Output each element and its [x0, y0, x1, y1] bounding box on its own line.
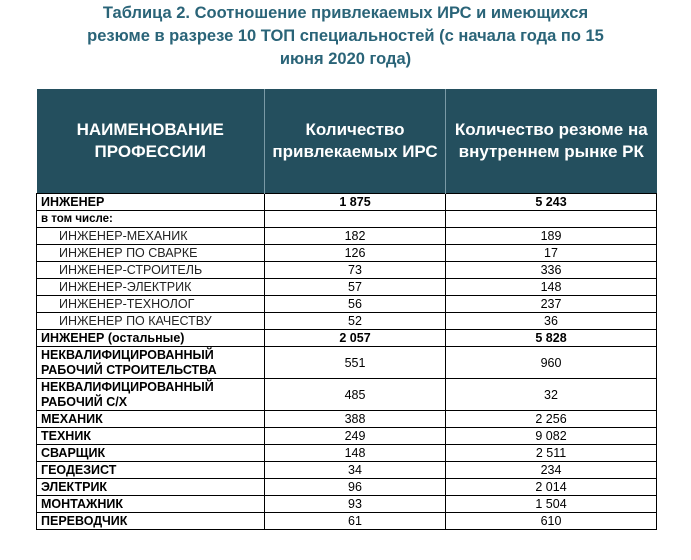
- irs-value: 126: [265, 245, 446, 262]
- table-row: [37, 347, 657, 379]
- table-row: [37, 194, 657, 211]
- irs-value: 73: [265, 262, 446, 279]
- irs-value: 182: [265, 228, 446, 245]
- profession-name: ИНЖЕНЕР: [37, 194, 265, 211]
- header-irs-count: Количество привлекаемых ИРС: [265, 89, 446, 194]
- table-row: [37, 428, 657, 445]
- resume-value: [446, 211, 657, 228]
- header-profession: НАИМЕНОВАНИЕ ПРОФЕССИИ: [37, 89, 265, 194]
- profession-name: ИНЖЕНЕР-МЕХАНИК: [37, 228, 265, 245]
- profession-name: ИНЖЕНЕР ПО СВАРКЕ: [37, 245, 265, 262]
- table-caption: [0, 0, 691, 71]
- profession-name: МОНТАЖНИК: [37, 496, 265, 513]
- table-row: [37, 496, 657, 513]
- header-row: [37, 89, 657, 194]
- irs-value: 148: [265, 445, 446, 462]
- irs-value: 57: [265, 279, 446, 296]
- table-row: [37, 445, 657, 462]
- irs-value: 551: [265, 347, 446, 379]
- resume-value: 960: [446, 347, 657, 379]
- table-row: [37, 279, 657, 296]
- irs-value: 56: [265, 296, 446, 313]
- profession-name: НЕКВАЛИФИЦИРОВАННЫЙ РАБОЧИЙ СТРОИТЕЛЬСТВА: [37, 347, 265, 379]
- irs-value: [265, 211, 446, 228]
- resume-value: 32: [446, 379, 657, 411]
- profession-name: ПЕРЕВОДЧИК: [37, 513, 265, 530]
- profession-name: ГЕОДЕЗИСТ: [37, 462, 265, 479]
- resume-value: 237: [446, 296, 657, 313]
- profession-name: ИНЖЕНЕР-ТЕХНОЛОГ: [37, 296, 265, 313]
- table-row: [37, 211, 657, 228]
- resume-value: 1 504: [446, 496, 657, 513]
- table-row: [37, 330, 657, 347]
- caption-line-2: резюме в разрезе 10 ТОП специальностей (с начала года по 15: [87, 27, 604, 45]
- table-row: [37, 411, 657, 428]
- irs-value: 1 875: [265, 194, 446, 211]
- table-row: [37, 228, 657, 245]
- profession-name: ЭЛЕКТРИК: [37, 479, 265, 496]
- resume-value: 2 014: [446, 479, 657, 496]
- resume-value: 610: [446, 513, 657, 530]
- profession-name: МЕХАНИК: [37, 411, 265, 428]
- caption-line-3: июня 2020 года): [279, 50, 412, 68]
- table-row: [37, 296, 657, 313]
- table-row: [37, 379, 657, 411]
- profession-name: ИНЖЕНЕР (остальные): [37, 330, 265, 347]
- irs-value: 249: [265, 428, 446, 445]
- irs-value: 61: [265, 513, 446, 530]
- table-row: [37, 262, 657, 279]
- table-row: [37, 479, 657, 496]
- table-row: [37, 513, 657, 530]
- table-row: [37, 245, 657, 262]
- profession-name: в том числе:: [37, 211, 265, 228]
- resume-value: 234: [446, 462, 657, 479]
- irs-value: 93: [265, 496, 446, 513]
- profession-name: ИНЖЕНЕР-СТРОИТЕЛЬ: [37, 262, 265, 279]
- irs-value: 52: [265, 313, 446, 330]
- irs-value: 34: [265, 462, 446, 479]
- profession-name: СВАРЩИК: [37, 445, 265, 462]
- resume-value: 17: [446, 245, 657, 262]
- resume-value: 2 256: [446, 411, 657, 428]
- profession-name: ИНЖЕНЕР-ЭЛЕКТРИК: [37, 279, 265, 296]
- table-row: [37, 313, 657, 330]
- irs-value: 2 057: [265, 330, 446, 347]
- profession-name: ТЕХНИК: [37, 428, 265, 445]
- resume-value: 5 243: [446, 194, 657, 211]
- irs-value: 485: [265, 379, 446, 411]
- resume-value: 5 828: [446, 330, 657, 347]
- resume-value: 2 511: [446, 445, 657, 462]
- table-row: [37, 462, 657, 479]
- caption-line-1: Таблица 2. Соотношение привлекаемых ИРС и имеющихся: [102, 4, 589, 22]
- resume-value: 189: [446, 228, 657, 245]
- irs-value: 96: [265, 479, 446, 496]
- profession-name: ИНЖЕНЕР ПО КАЧЕСТВУ: [37, 313, 265, 330]
- header-resume-count: Количество резюме на внутреннем рынке РК: [446, 89, 657, 194]
- resume-value: 9 082: [446, 428, 657, 445]
- irs-value: 388: [265, 411, 446, 428]
- professions-table: [36, 89, 657, 530]
- resume-value: 148: [446, 279, 657, 296]
- profession-name: НЕКВАЛИФИЦИРОВАННЫЙ РАБОЧИЙ С/Х: [37, 379, 265, 411]
- resume-value: 336: [446, 262, 657, 279]
- resume-value: 36: [446, 313, 657, 330]
